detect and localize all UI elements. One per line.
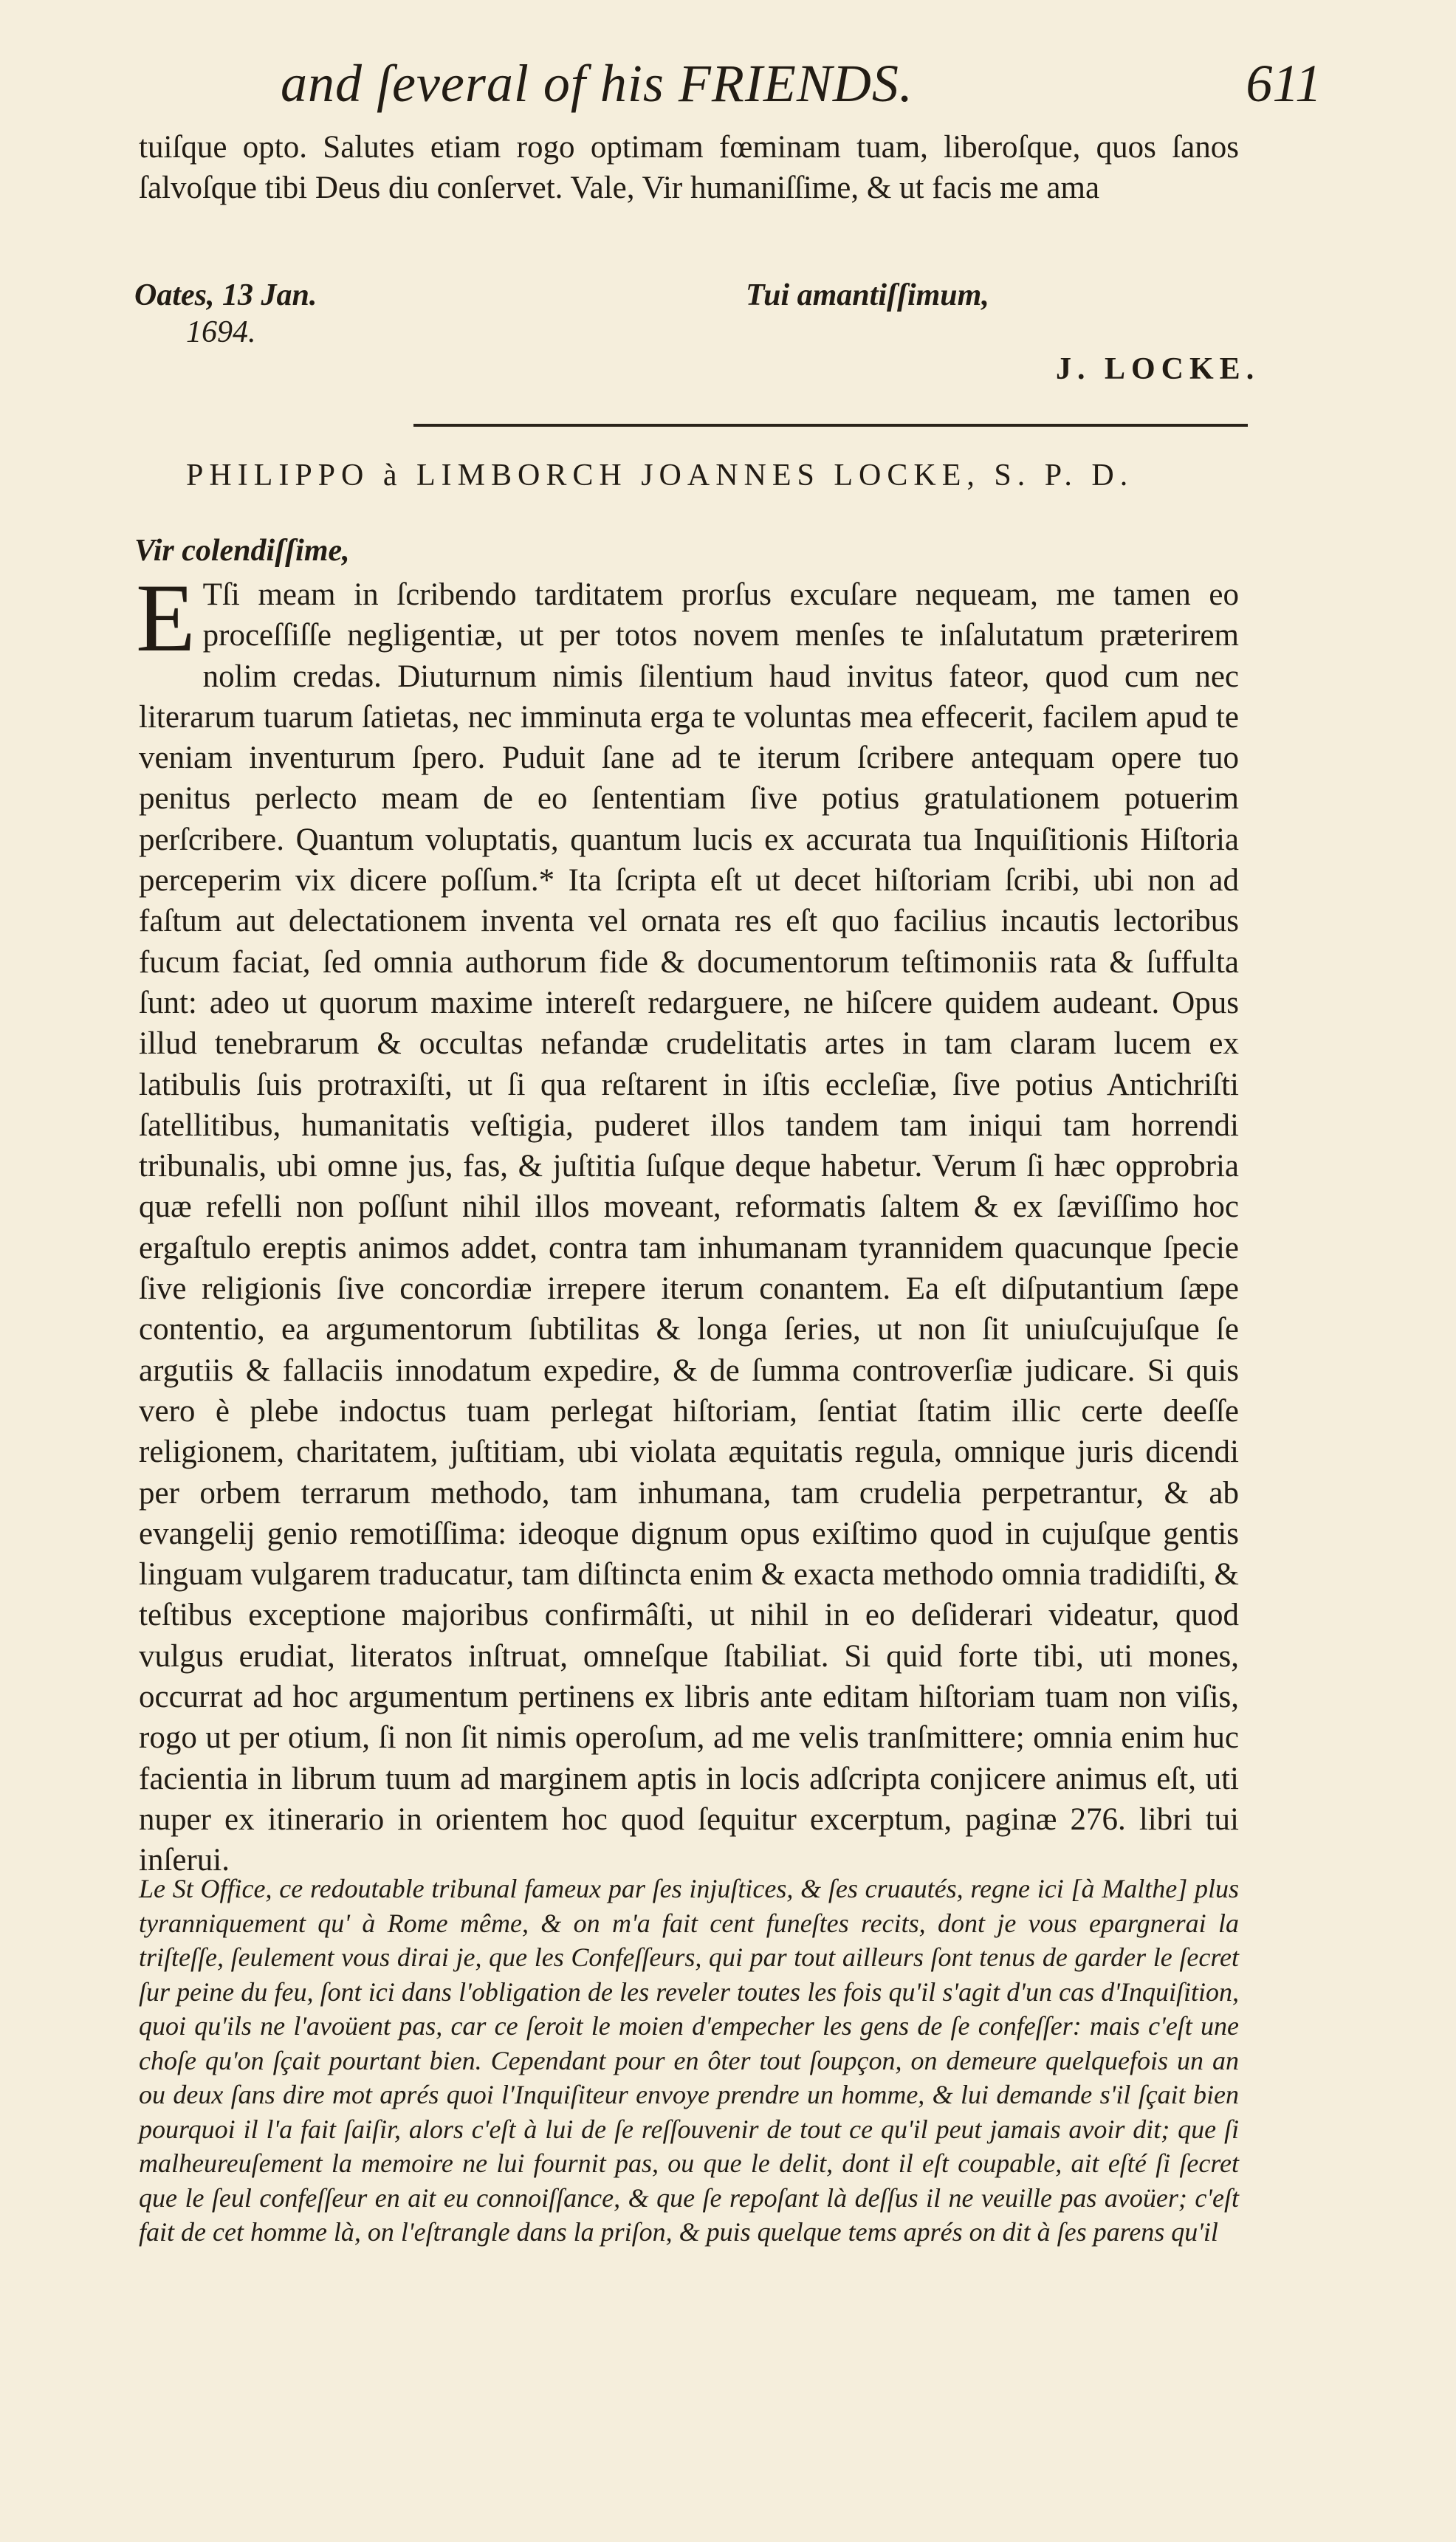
french-quotation [139, 1872, 1239, 2250]
letter-body-text: Tſi meam in ſcribendo tarditatem prorſus excuſare nequeam, me tamen eo proceſſiſſe negligentiæ, ut per totos novem menſes te inſalutatum præterirem nolim credas. Diuturnum nimis ſilentium haud invitus fateor, quod cum nec literarum tuarum ſatietas, nec imminuta erga te voluntas mea effecerit, facilem apud te veniam inventurum ſpero. Puduit ſane ad te iterum ſcribere antequam opere tuo penitus perlecto meam de eo ſententiam ſive potius gratulationem potuerim perſcribere. Quantum voluptatis, quantum lucis ex accurata tua Inquiſitionis Hiſtoria perceperim vix dicere poſſum.* Ita ſcripta eſt ut decet hiſtoriam ſcribi, ubi non ad faſtum aut delectationem inventa vel ornata res eſt quo facilius incautis lectoribus fucum faciat, ſed omnia authorum fide & documentorum teſtimoniis rata & ſuffulta ſunt: adeo ut quorum maxime intereſt redarguere, ne hiſcere quidem audeant. Opus illud tenebrarum & occultas nefandæ crudelitatis artes in tam claram lucem ex latibulis ſuis protraxiſti, ut ſi qua reſtarent in iſtis eccleſiæ, ſive potius Antichriſti ſatellitibus, humanitatis veſtigia, puderet illos tandem tam iniqui tam horrendi tribunalis, ubi omne jus, fas, & juſtitia ſuſque deque habetur. Verum ſi hæc opprobria quæ refelli non poſſunt nihil illos moveant, reformatis ſaltem & ex ſæviſſimo hoc ergaſtulo ereptis animos addet, contra tam inhumanam tyrannidem quacunque ſpecie ſive religionis ſive concordiæ irrepere iterum conantem. Ea eſt diſputantium ſæpe contentio, ea argumentorum ſubtilitas & longa ſeries, ut non ſit uniuſcujuſque ſe argutiis & fallaciis innodatum expedire, & de ſumma controverſiæ judicare. Si quis vero è plebe indoctus tuam perlegat hiſtoriam, ſentiat ſtatim illic certe deeſſe religionem, charitatem, juſtitiam, ubi violata æquitatis regula, omnique juris dicendi per orbem terrarum methodo, tam inhumana, tam crudelia perpetrantur, & ab evangelij genio remotiſſima: ideoque dignum opus exiſtimo quod in cujuſque gentis linguam vulgarem traducatur, tam diſtincta enim & exacta methodo omnia tradidiſti, & teſtibus exceptione majoribus confirmâſti, ut nihil in eo deſiderari videatur, quod vulgus erudiat, literatos inſtruat, omneſque ſtabiliat. Si quid forte tibi, uti mones, occurrat ad hoc argumentum pertinens ex libris ante editam hiſtoriam tuam non viſis, rogo ut per otium, ſi non ſit nimis operoſum, ad me velis tranſmittere; omnia enim huc facientia in librum tuum ad marginem aptis in locis adſcripta conjicere animus eſt, uti nuper ex itinerario in orientem hoc quod ſequitur excerptum, paginæ 276. libri tui inſerui. [139, 577, 1239, 1878]
letter-address: Vir colendiſſime, [134, 534, 350, 568]
running-head-title: and ſeveral of his FRIENDS. [281, 54, 913, 113]
letter-closing-text [139, 127, 1239, 209]
closing-paragraph: tuiſque opto. Salutes etiam rogo optimam fœminam tuam, liberoſque, quos ſanos ſalvoſque tibi Deus diu conſervet. Vale, Vir humaniſſime, & ut facis me ama [139, 130, 1239, 206]
letter-paragraph [136, 563, 1239, 1881]
signature-place-date: Oates, 13 Jan. [134, 278, 317, 312]
page-number: 611 [1246, 54, 1322, 113]
letter-body [136, 563, 1239, 1881]
signature-name: J. LOCKE. [1056, 352, 1260, 386]
quotation-text: Le St Office, ce redoutable tribunal fameux par ſes injuſtices, & ſes cruautés, regne ici [à Malthe] plus tyranniquement qu' à Rome même, & on m'a fait cent funeſtes recits, dont je vous epargnerai la triſteſſe, ſeulement vous dirai je, que les Confeſſeurs, qui par tout ailleurs ſont tenus de garder le ſecret ſur peine du feu, ſont ici dans l'obligation de les reveler toutes les fois qu'il s'agit d'un cas d'Inquiſition, quoi qu'ils ne l'avoüent pas, car ce ſeroit le moien d'empecher les gens de ſe confeſſer: mais c'eſt une choſe qu'on ſçait pourtant bien. Cependant pour en ôter tout ſoupçon, on demeure quelquefois un an ou deux ſans dire mot aprés quoi l'Inquiſiteur envoye prendre un homme, & lui demande s'il ſçait bien pourquoi il l'a fait ſaiſir, alors c'eſt à lui de ſe reſſouvenir de tout ce qu'il peut jamais avoir dit; que ſi malheureuſement la memoire ne lui fournit pas, ou que le delit, dont il eſt coupable, ait eſté ſi ſecret que le ſeul confeſſeur en ait eu connoiſſance, & que ſe repoſant là deſſus il ne veuille pas avoüer; c'eſt fait de cet homme là, on l'eſtrangle dans la priſon, & puis quelque tems aprés on dit à ſes parens qu'il [139, 1874, 1239, 2247]
drop-cap: E [136, 563, 196, 672]
signature-valediction: Tui amantiſſimum, [746, 278, 989, 312]
letter-heading: PHILIPPO à LIMBORCH JOANNES LOCKE, S. P. D. [186, 458, 1134, 492]
section-divider [413, 424, 1248, 427]
running-head [281, 53, 1322, 120]
signature-year: 1694. [186, 315, 256, 349]
